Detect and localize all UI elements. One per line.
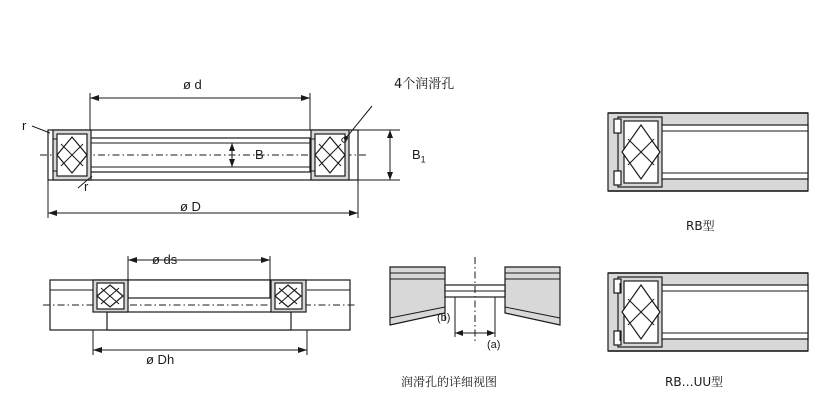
label-detail-caption: 润滑孔的详细视图 [401,375,498,389]
dim-phi-D [48,180,358,218]
mounting-section [35,238,365,378]
roller-block-left [53,130,91,180]
label-lube-holes: 4个润滑孔 [394,77,455,92]
rb-type-figure [600,105,815,200]
lube-hole-detail-view [385,255,565,365]
label-B1: $B_1$ [412,147,426,165]
label-phi-ds: ø ds [152,252,178,267]
rb-inner-channel [655,125,808,179]
label-detail-b: (b) [437,312,451,324]
label-phi-Dh: ø Dh [146,352,175,367]
rb-uu-type-figure [600,265,815,360]
shaft-block [128,280,270,298]
rbuu-roller-block [614,277,662,347]
label-detail-a: (a) [487,339,501,351]
main-cross-section [0,60,420,240]
lower-plate [107,312,291,330]
label-r-outer: r [22,118,27,133]
dim-phi-Dh [93,330,307,355]
label-type-rb: RB型 [686,219,715,233]
roller-block-left-2 [93,280,128,312]
dim-phi-ds [128,256,270,280]
label-phi-D: ø D [180,199,201,214]
rb-roller-block [614,117,662,187]
label-type-rb-uu: RB…UU型 [665,375,724,389]
label-r-inner: r [84,179,89,194]
label-phi-d: ø d [183,77,202,92]
label-B: B [255,147,264,162]
leader-r-outer [32,126,50,133]
rbuu-inner-channel [655,285,808,339]
roller-block-right [311,130,349,180]
roller-block-right-2 [271,280,306,312]
